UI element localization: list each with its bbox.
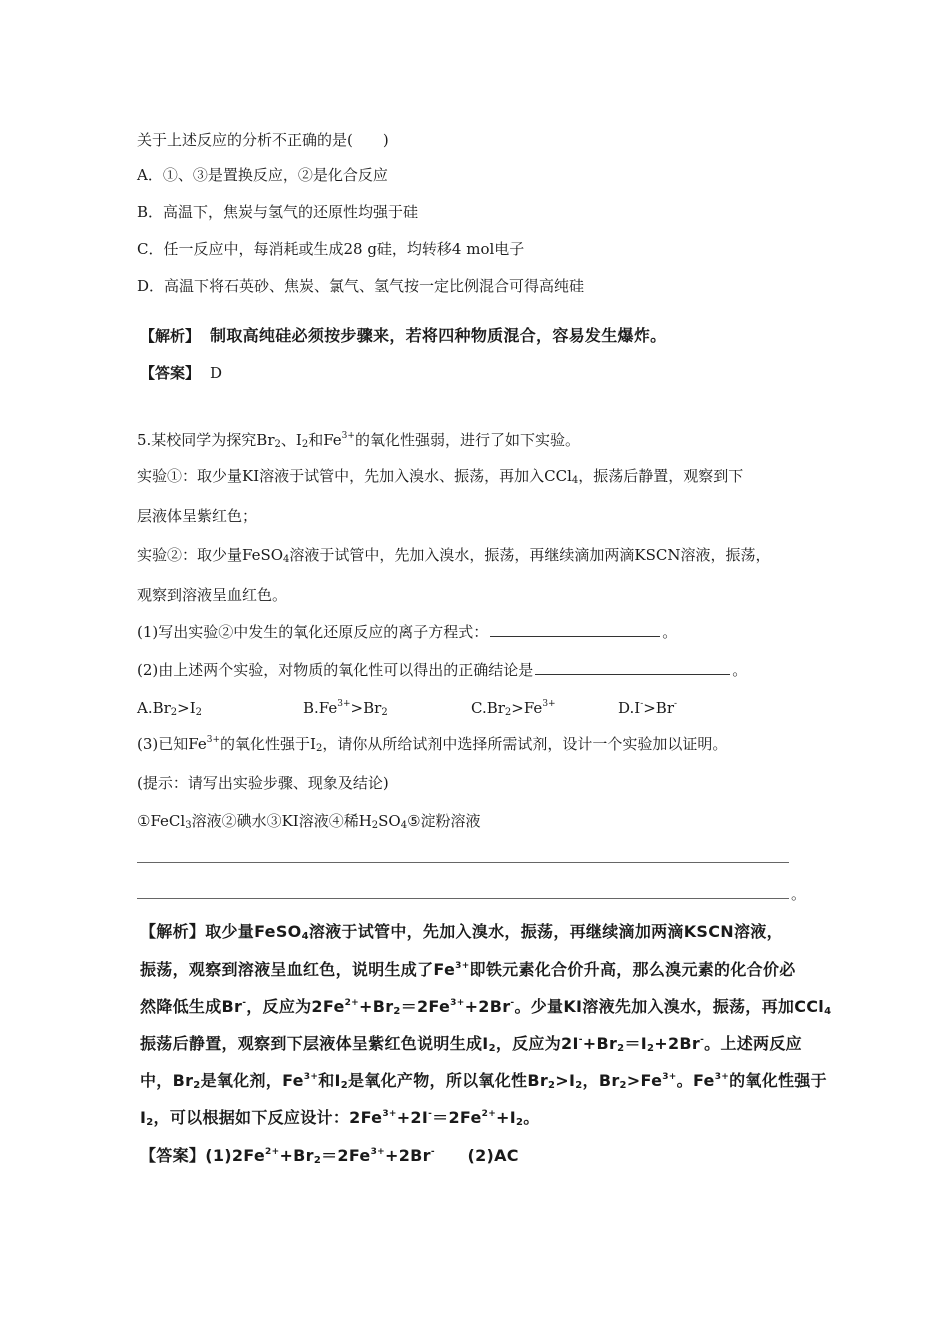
q5-experiment-1-cont: 层液体呈紫红色；	[137, 507, 258, 525]
q4-option-c: C．任一反应中，每消耗或生成28 g硅，均转移4 mol电子	[137, 240, 525, 258]
q5-analysis-line-5: 中，$Br_2$是氧化剂，$Fe^{3+}$和$I_2$是氧化产物，所以氧化性$Br_2>I_2$，$Br_2>Fe^{3+}$。$Fe^{3+}$的氧化性强于	[140, 1071, 827, 1091]
q5-analysis-line-3: 然降低生成Br-，反应为$2Fe^{2+}+Br_2=2Fe^{3+}+2Br^-$。少量KI溶液先加入溴水，振荡，再加CCl$_4$	[140, 997, 832, 1017]
q5-hint: (提示：请写出实验步骤、现象及结论)	[137, 774, 389, 792]
q5-reagents: ①FeCl$_3$溶液②碘水③KI溶液④稀$H_2SO_4⑤$淀粉溶液	[137, 812, 481, 831]
q5-analysis-line-6: $I_2$，可以根据如下反应设计：$2Fe^{3+}+2I^-=2Fe^{2+}+I_2$。	[140, 1108, 540, 1128]
q5-sub-1: (1)写出实验②中发生的氧化还原反应的离子方程式： 。	[137, 623, 678, 641]
q5-option-c: $C.Br_2>Fe^{3+}$	[471, 699, 556, 718]
analysis-tag: 【解析】	[140, 327, 201, 345]
q5-analysis-line-4: 振荡后静置，观察到下层液体呈紫红色说明生成$I_2$，反应为$2I^-+Br_2=I_2+2Br^-$。上述两反应	[140, 1034, 802, 1054]
answer-line-end: 。	[791, 885, 807, 903]
answer-blank	[490, 622, 660, 637]
q5-sub-2: (2)由上述两个实验，对物质的氧化性可以得出的正确结论是 。	[137, 661, 748, 679]
q4-stem: 关于上述反应的分析不正确的是( )	[137, 131, 389, 149]
q4-analysis	[140, 326, 666, 346]
q5-option-a: $A.Br_2>I_2$	[137, 699, 203, 718]
q5-experiment-1: 实验①：取少量KI溶液于试管中，先加入溴水、振荡，再加入CCl$_4$，振荡后静置，观察到下	[137, 467, 744, 486]
q5-option-b: $B.Fe^{3+}>Br_2$	[303, 699, 388, 718]
answer-line-2	[137, 898, 789, 899]
answer-tag: 【答案】	[140, 1146, 206, 1165]
answer-blank	[535, 660, 730, 675]
answer-line-1	[137, 862, 789, 863]
analysis-tag: 【解析】	[140, 922, 206, 941]
q4-option-b: B．高温下，焦炭与氢气的还原性均强于硅	[137, 203, 419, 221]
q5-analysis-line-2: 振荡，观察到溶液呈血红色，说明生成了$Fe^{3+}$即铁元素化合价升高，那么溴元素的化合价必	[140, 960, 796, 979]
q4-answer	[140, 363, 222, 383]
answer-value: D	[210, 364, 223, 382]
q5-experiment-2-cont: 观察到溶液呈血红色。	[137, 586, 288, 604]
q5-options	[137, 698, 837, 718]
q5-analysis-line-1: 【解析】取少量FeSO$_4$溶液于试管中，先加入溴水，振荡，再继续滴加两滴KSCN溶液，	[140, 922, 783, 942]
answer-tag: 【答案】	[140, 364, 201, 382]
q4-option-d: D．高温下将石英砂、焦炭、氯气、氢气按一定比例混合可得高纯硅	[137, 277, 585, 295]
q4-option-a: A．①、③是置换反应，②是化合反应	[137, 166, 388, 184]
analysis-text: 制取高纯硅必须按步骤来，若将四种物质混合，容易发生爆炸。	[210, 326, 667, 345]
q5-option-d: D.I->Br-	[618, 699, 678, 717]
q5-stem: 5.某校同学为探究$Br_2$、$I_2$和$Fe^{3+}$的氧化性强弱，进行了如下实验。	[137, 431, 580, 450]
q5-sub-3: (3)已知$Fe^{3+}$的氧化性强于$I_2$，请你从所给试剂中选择所需试剂，设计一个实验加以证明。	[137, 735, 728, 754]
q5-answer: 【答案】$(1)2Fe^{2+}+Br_2=2Fe^{3+}+2Br^-$ (2)AC	[140, 1146, 519, 1166]
q5-experiment-2: 实验②：取少量FeSO$_4$溶液于试管中，先加入溴水，振荡，再继续滴加两滴KSCN溶液，振荡，	[137, 546, 771, 565]
